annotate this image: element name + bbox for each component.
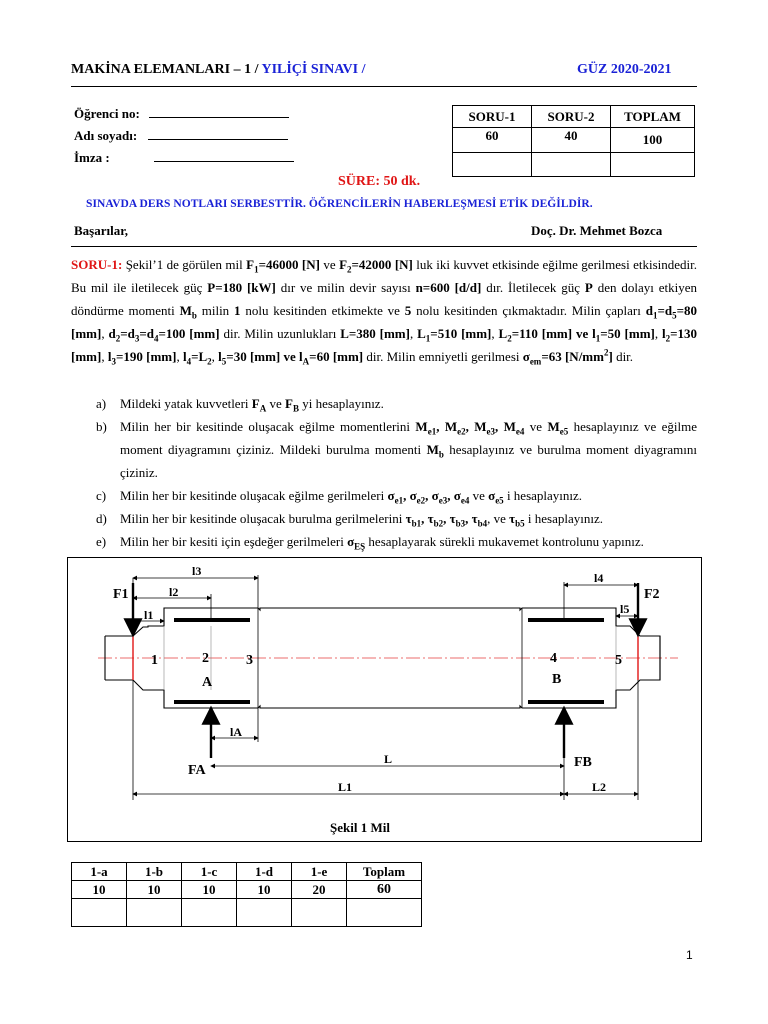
term: GÜZ 2020-2021 (577, 62, 672, 77)
label-section-5: 5 (615, 653, 622, 668)
label-la: lA (230, 725, 242, 739)
question-label: SORU-1: (71, 257, 123, 272)
label-section-3: 3 (246, 653, 253, 668)
label-a: A (202, 675, 213, 690)
item-text: Milin her bir kesiti için eşdeğer gerilmeleri $\sigma_{EŞ}$ hesaplayarak sürekli mukavemet kontrolunu yapınız. (120, 534, 644, 552)
student-name-field[interactable] (148, 128, 288, 140)
points-header: 1-c (182, 863, 237, 881)
score-table (452, 105, 695, 177)
points-value: 20 (292, 881, 347, 899)
points-value: 60 (347, 881, 422, 899)
question-body: Şekil’1 de görülen mil $F_1=46000$ [N] ve $F_2=42000$ [N] luk iki kuvvet etkisinde eğilme gerilmesi etkisindedir. Bu mil ile iletilecek güç P=180 [kW] dır ve milin devir sayısı n=600 [d/d] dır. İletilecek güç P den dolayı etkiyen döndürme momenti $M_b$ milin 1 nolu kesitinden etkimekte ve 5 nolu kesitinden çıkmaktadır. Milin çapları $d_1=d_5=80$ [mm], $d_2=d_3=d_4=100$ [mm] dir. Milin uzunlukları L=380 [mm], $L_1=510$ [mm], $L_2=110$ [mm] ve $l_1=50$ [mm], $l_2=130$ [mm], $l_3=190$ [mm], $l_4=L_2$, $l_5=30$ [mm] ve $l_A=60$ [mm] dir. Milin emniyetli gerilmesi $\sigma_{em}=63$ $[N/mm^2]$ dir. (71, 257, 698, 367)
section-rule (71, 246, 697, 247)
shaft-drawing (68, 558, 701, 841)
points-value: 10 (127, 881, 182, 899)
score-header: SORU-2 (532, 106, 611, 128)
label-l1-total: L1 (338, 780, 353, 794)
item-text: Milin her bir kesitinde oluşacak eğilme momentlerini $M_{e1}$, $M_{e2}$, $M_{e3}$, $M_{e4}$ ve $M_{e5}$ hesaplayınız ve eğilme moment diyagramını çiziniz. Mildeki burulma momenti $M_b$ hesaplayınız ve burulma moment diyagramını çiziniz. (120, 419, 697, 480)
item-text: Milin her bir kesitinde oluşacak eğilme gerilmeleri $\sigma_{e1}$, $\sigma_{e2}$, $\sigma_{e3}$, $\sigma_{e4}$ ve $\sigma_{e5}$ i hesaplayınız. (120, 488, 583, 506)
score-points: 40 (532, 128, 611, 153)
score-cell-empty[interactable] (611, 153, 695, 177)
signature-field[interactable] (154, 150, 294, 162)
label-section-1: 1 (151, 653, 158, 668)
question-item (96, 392, 697, 415)
label-l1: l1 (144, 608, 154, 622)
greeting: Başarılar, (74, 223, 129, 238)
item-marker: d) (96, 511, 107, 526)
label-l5: l5 (620, 602, 630, 616)
item-text: Mildeki yatak kuvvetleri $F_A$ ve $F_B$ yi hesaplayınız. (120, 396, 384, 414)
points-cell-empty[interactable] (237, 899, 292, 927)
signature-label: İmza : (74, 150, 110, 165)
question-text (71, 253, 697, 368)
page-number: 1 (686, 948, 693, 962)
points-value: 10 (237, 881, 292, 899)
score-header: SORU-1 (453, 106, 532, 128)
student-name-label: Adı soyadı: (74, 128, 138, 143)
score-points: 60 (453, 128, 532, 153)
signature-row (74, 150, 294, 166)
label-l3: l3 (192, 564, 202, 578)
course-name: MAKİNA ELEMANLARI – 1 / (71, 62, 259, 77)
label-l2-total: L2 (592, 780, 607, 794)
label-l: L (384, 752, 393, 766)
label-f1: F1 (113, 587, 129, 602)
label-fb: FB (574, 755, 592, 770)
points-value: 10 (72, 881, 127, 899)
header-rule (71, 86, 697, 87)
item-marker: a) (96, 396, 107, 411)
points-header: Toplam (347, 863, 422, 881)
points-cell-empty[interactable] (72, 899, 127, 927)
question-item (96, 415, 697, 484)
student-number-label: Öğrenci no: (74, 106, 140, 121)
bearing-b (528, 620, 604, 702)
label-b: B (552, 672, 562, 687)
points-cell-empty[interactable] (292, 899, 347, 927)
points-table (71, 862, 422, 927)
points-header: 1-b (127, 863, 182, 881)
label-section-4: 4 (550, 651, 557, 666)
points-cell-empty[interactable] (347, 899, 422, 927)
score-cell-empty[interactable] (453, 153, 532, 177)
item-marker: e) (96, 534, 107, 549)
student-number-row (74, 106, 289, 122)
label-fa: FA (188, 763, 206, 778)
question-item (96, 507, 697, 530)
question-item (96, 484, 697, 507)
force-arrows (133, 583, 638, 758)
item-text: Milin her bir kesitinde oluşacak burulma gerilmelerini $\tau_{b1}$, $\tau_{b2}$, $\tau_{b3}$, $\tau_{b4}$, ve $\tau_{b5}$ i hesaplayınız. (120, 511, 604, 529)
score-cell-empty[interactable] (532, 153, 611, 177)
figure-caption: Şekil 1 Mil (330, 820, 390, 835)
points-cell-empty[interactable] (127, 899, 182, 927)
course-title (71, 62, 365, 78)
item-marker: c) (96, 488, 107, 503)
instructor: Doç. Dr. Mehmet Bozca (531, 223, 663, 238)
score-header: TOPLAM (611, 106, 695, 128)
student-number-field[interactable] (149, 106, 289, 118)
exam-name: YILİÇİ SINAVI / (261, 62, 366, 77)
shaft-figure (67, 557, 702, 842)
label-f2: F2 (644, 587, 660, 602)
points-value: 10 (182, 881, 237, 899)
label-section-2: 2 (202, 651, 209, 666)
item-marker: b) (96, 419, 107, 434)
points-header: 1-d (237, 863, 292, 881)
label-l2: l2 (169, 585, 179, 599)
question-item (96, 530, 697, 553)
points-header: 1-e (292, 863, 347, 881)
points-cell-empty[interactable] (182, 899, 237, 927)
duration: SÜRE: 50 dk. (338, 174, 421, 189)
score-points: 100 (611, 128, 695, 153)
label-l4: l4 (594, 571, 604, 585)
points-header: 1-a (72, 863, 127, 881)
student-name-row (74, 128, 288, 144)
exam-notice: SINAVDA DERS NOTLARI SERBESTTİR. ÖĞRENCİLERİN HABERLEŞMESİ ETİK DEĞİLDİR. (86, 198, 593, 210)
